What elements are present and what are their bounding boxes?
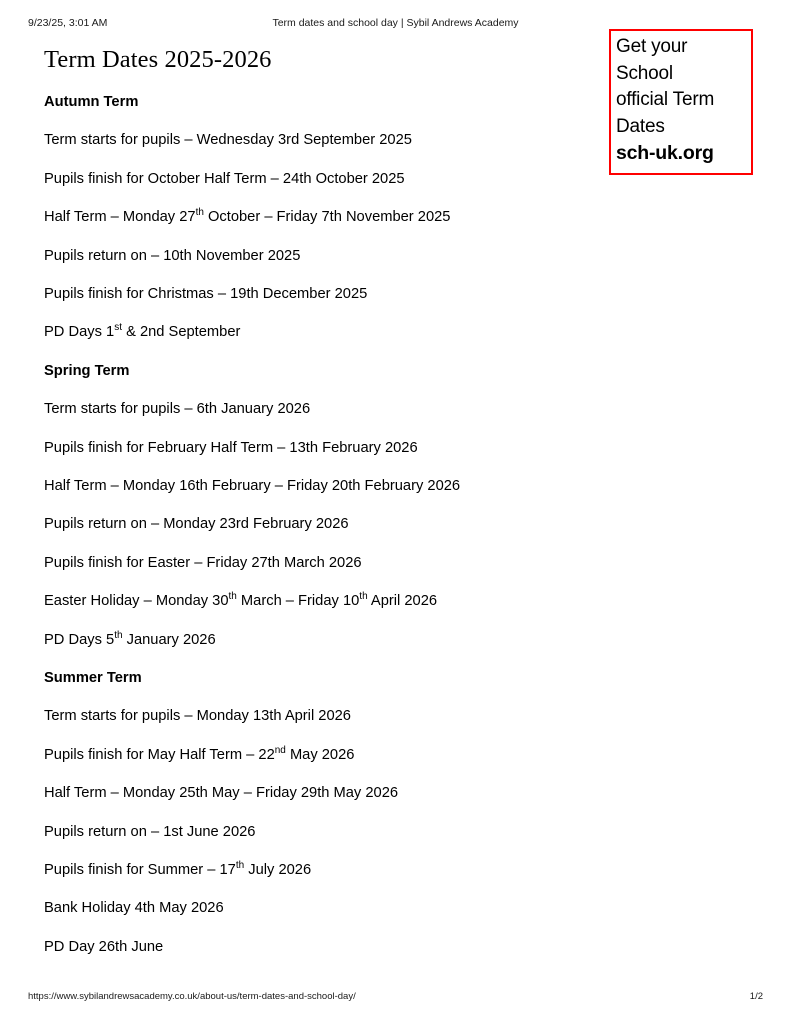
term-heading: Spring Term bbox=[44, 362, 130, 379]
page-title: Term Dates 2025-2026 bbox=[44, 46, 272, 73]
term-date-entry: Pupils finish for October Half Term – 24th October 2025 bbox=[44, 170, 405, 187]
print-timestamp: 9/23/25, 3:01 AM bbox=[28, 17, 108, 29]
term-date-entry: Pupils finish for Easter – Friday 27th March 2026 bbox=[44, 554, 362, 571]
ordinal-suffix: nd bbox=[274, 744, 286, 756]
promo-line: Dates bbox=[616, 115, 665, 137]
term-date-entry: Term starts for pupils – Wednesday 3rd September 2025 bbox=[44, 132, 412, 149]
term-date-entry: Term starts for pupils – Monday 13th April 2026 bbox=[44, 708, 351, 725]
promo-line: Get your bbox=[616, 36, 688, 57]
term-heading: Autumn Term bbox=[44, 94, 139, 110]
term-date-entry: Pupils finish for May Half Term – 22nd May 2026 bbox=[44, 744, 355, 763]
term-date-entry: PD Day 26th June bbox=[44, 938, 164, 955]
term-date-entry: Bank Holiday 4th May 2026 bbox=[44, 900, 224, 917]
ordinal-suffix: th bbox=[235, 860, 245, 872]
source-url: https://www.sybilandrewsacademy.co.uk/about-us/term-dates-and-school-day/ bbox=[28, 991, 356, 1002]
term-date-entry: Half Term – Monday 25th May – Friday 29th May 2026 bbox=[44, 785, 399, 802]
term-date-entry: PD Days 1st & 2nd September bbox=[44, 322, 241, 341]
promo-website: sch-uk.org bbox=[616, 142, 714, 164]
term-date-entry: Term starts for pupils – 6th January 2026 bbox=[44, 401, 311, 418]
term-date-entry: Pupils finish for Christmas – 19th December 2025 bbox=[44, 286, 368, 302]
term-date-entry: Pupils finish for Summer – 17th July 2026 bbox=[44, 860, 312, 878]
promo-line: official Term bbox=[616, 89, 715, 110]
ordinal-suffix: th bbox=[228, 591, 237, 603]
document-body bbox=[44, 45, 644, 955]
term-date-entry: Pupils return on – 10th November 2025 bbox=[44, 247, 301, 264]
term-date-entry: Pupils finish for February Half Term – 13th February 2026 bbox=[44, 439, 418, 456]
term-date-entry: PD Days 5th January 2026 bbox=[44, 629, 216, 648]
term-heading: Summer Term bbox=[44, 670, 142, 686]
ordinal-suffix: th bbox=[114, 629, 123, 641]
page-number: 1/2 bbox=[749, 991, 763, 1002]
term-date-entry: Pupils return on – Monday 23rd February 2026 bbox=[44, 516, 349, 533]
term-date-entry: Easter Holiday – Monday 30th March – Friday 10th April 2026 bbox=[44, 591, 438, 610]
ordinal-suffix: th bbox=[359, 591, 368, 603]
ordinal-suffix: st bbox=[114, 322, 122, 334]
term-date-entry: Half Term – Monday 16th February – Friday 20th February 2026 bbox=[44, 478, 461, 494]
promo-line: School bbox=[616, 62, 673, 84]
print-footer bbox=[0, 991, 791, 1005]
print-page-title: Term dates and school day | Sybil Andrews Academy bbox=[272, 17, 519, 29]
term-date-entry: Half Term – Monday 27th October – Friday 7th November 2025 bbox=[44, 207, 451, 226]
term-date-entry: Pupils return on – 1st June 2026 bbox=[44, 823, 256, 840]
ordinal-suffix: th bbox=[195, 207, 204, 219]
